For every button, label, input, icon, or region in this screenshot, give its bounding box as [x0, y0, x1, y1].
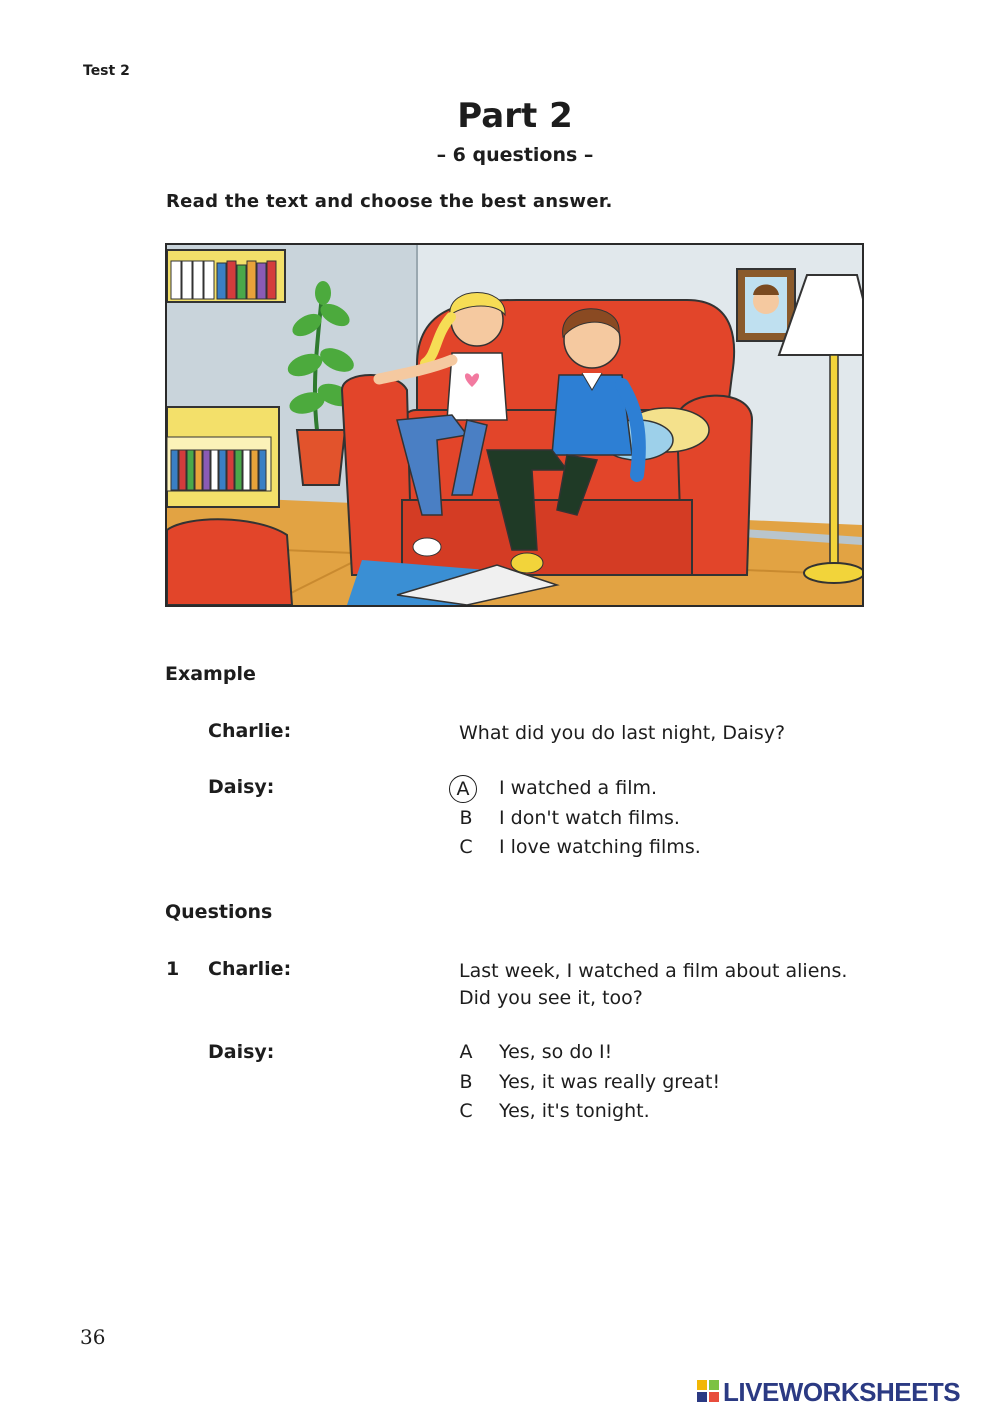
questions-heading: Questions [165, 901, 273, 923]
example-heading: Example [165, 663, 256, 685]
example-option-a-letter: A [449, 775, 477, 803]
part-subtitle: – 6 questions – [436, 144, 594, 166]
example-speaker-daisy: Daisy: [208, 776, 275, 798]
example-option-c-text: I love watching films. [499, 836, 701, 858]
question-1-option-b-text[interactable]: Yes, it was really great! [499, 1071, 721, 1093]
living-room-illustration [165, 243, 864, 607]
question-1-prompt-line1: Last week, I watched a film about aliens. [459, 960, 848, 982]
example-option-a-text: I watched a film. [499, 777, 658, 799]
instruction-text: Read the text and choose the best answer. [166, 191, 613, 212]
page-number: 36 [80, 1325, 106, 1349]
liveworksheets-wordmark: LIVEWORKSHEETS [723, 1377, 961, 1407]
question-1-speaker-charlie: Charlie: [208, 958, 292, 980]
example-option-b-letter: B [459, 807, 473, 829]
question-1-option-a-letter[interactable]: A [459, 1041, 473, 1063]
question-1-option-c-letter[interactable]: C [459, 1100, 473, 1122]
example-prompt: What did you do last night, Daisy? [459, 722, 786, 744]
example-option-b-text: I don't watch films. [499, 807, 680, 829]
question-number: 1 [166, 958, 180, 980]
example-speaker-charlie: Charlie: [208, 720, 292, 742]
question-1-option-a-text[interactable]: Yes, so do I! [499, 1041, 613, 1063]
liveworksheets-logo-icon [697, 1380, 719, 1402]
illustration-svg [167, 245, 862, 605]
question-1-option-c-text[interactable]: Yes, it's tonight. [499, 1100, 650, 1122]
question-1-option-b-letter[interactable]: B [459, 1071, 473, 1093]
example-option-c-letter: C [459, 836, 473, 858]
question-1-speaker-daisy: Daisy: [208, 1041, 275, 1063]
question-1-prompt-line2: Did you see it, too? [459, 987, 643, 1009]
test-label: Test 2 [83, 63, 130, 79]
part-title: Part 2 [457, 96, 573, 136]
